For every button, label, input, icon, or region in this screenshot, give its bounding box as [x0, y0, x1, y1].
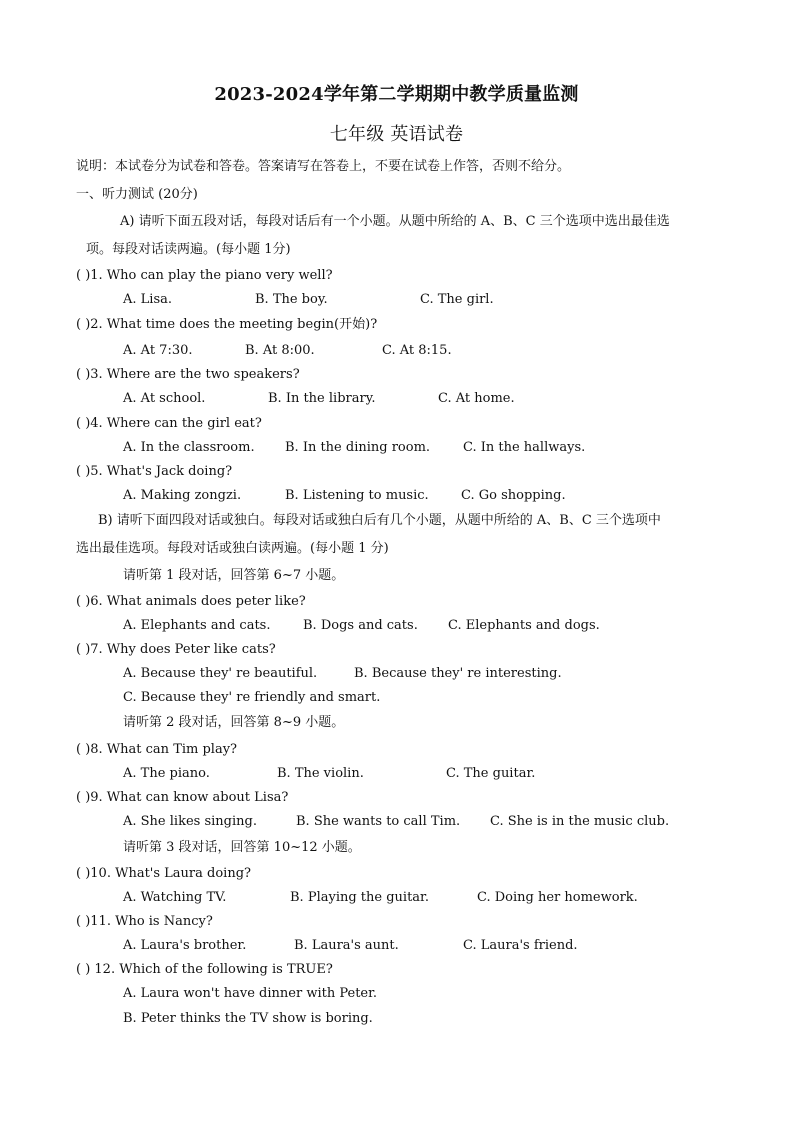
part-b-directions: B) 请听下面四段对话或独白。每段对话或独白后有几个小题，从题中所给的 A、B、C 三个选项中	[98, 513, 661, 528]
dialog-3-note: 请听第 3 段对话，回答第 10~12 小题。	[123, 840, 361, 855]
q9-option-b: B. She wants to call Tim.	[296, 814, 461, 829]
q10-option-b: B. Playing the guitar.	[290, 890, 429, 905]
q3-option-a: A. At school.	[123, 391, 206, 406]
question-10: ( )10. What's Laura doing?	[76, 866, 251, 881]
q8-option-c: C. The guitar.	[446, 766, 536, 781]
q11-option-c: C. Laura's friend.	[463, 938, 578, 953]
q5-option-a: A. Making zongzi.	[123, 488, 242, 503]
q1-option-b: B. The boy.	[255, 292, 328, 307]
q9-option-c: C. She is in the music club.	[490, 814, 670, 829]
part-a-directions-cont: 项。每段对话读两遍。(每小题 1分)	[86, 242, 291, 257]
q2-option-a: A. At 7:30.	[123, 343, 193, 358]
q12-option-a: A. Laura won't have dinner with Peter.	[123, 986, 378, 1001]
question-6: ( )6. What animals does peter like?	[76, 594, 306, 609]
q12-option-b: B. Peter thinks the TV show is boring.	[123, 1011, 373, 1026]
question-4: ( )4. Where can the girl eat?	[76, 416, 262, 431]
exam-subtitle: 七年级 英语试卷	[329, 124, 464, 145]
q11-option-a: A. Laura's brother.	[123, 938, 247, 953]
q10-option-a: A. Watching TV.	[123, 890, 227, 905]
q9-option-a: A. She likes singing.	[123, 814, 257, 829]
q4-option-b: B. In the dining room.	[285, 440, 431, 455]
question-2: ( )2. What time does the meeting begin(开始)?	[76, 317, 378, 332]
q6-option-a: A. Elephants and cats.	[123, 618, 271, 633]
q8-option-a: A. The piano.	[123, 766, 210, 781]
q8-option-b: B. The violin.	[277, 766, 364, 781]
question-8: ( )8. What can Tim play?	[76, 742, 238, 757]
question-7: ( )7. Why does Peter like cats?	[76, 642, 276, 657]
q7-option-c: C. Because they' re friendly and smart.	[123, 690, 381, 705]
q3-option-c: C. At home.	[438, 391, 515, 406]
q5-option-c: C. Go shopping.	[461, 488, 566, 503]
question-9: ( )9. What can know about Lisa?	[76, 790, 289, 805]
instructions: 说明：本试卷分为试卷和答卷。答案请写在答卷上，不要在试卷上作答，否则不给分。	[76, 159, 571, 174]
q10-option-c: C. Doing her homework.	[477, 890, 638, 905]
section-heading: 一、听力测试 (20分)	[76, 187, 198, 202]
q2-option-b: B. At 8:00.	[245, 343, 315, 358]
q11-option-b: B. Laura's aunt.	[294, 938, 399, 953]
q4-option-a: A. In the classroom.	[123, 440, 255, 455]
q4-option-c: C. In the hallways.	[463, 440, 586, 455]
exam-title: 2023-2024学年第二学期期中教学质量监测	[214, 84, 579, 105]
question-12: ( ) 12. Which of the following is TRUE?	[76, 962, 333, 977]
q1-option-a: A. Lisa.	[123, 292, 172, 307]
part-a-directions: A) 请听下面五段对话，每段对话后有一个小题。从题中所给的 A、B、C 三个选项中选出最佳选	[120, 214, 670, 229]
dialog-1-note: 请听第 1 段对话，回答第 6~7 小题。	[123, 568, 345, 583]
question-5: ( )5. What's Jack doing?	[76, 464, 233, 479]
q1-option-c: C. The girl.	[420, 292, 494, 307]
q6-option-c: C. Elephants and dogs.	[448, 618, 600, 633]
question-11: ( )11. Who is Nancy?	[76, 914, 213, 929]
q6-option-b: B. Dogs and cats.	[303, 618, 418, 633]
part-b-directions-cont: 选出最佳选项。每段对话或独白读两遍。(每小题 1 分)	[76, 541, 389, 556]
dialog-2-note: 请听第 2 段对话，回答第 8~9 小题。	[123, 715, 345, 730]
q2-option-c: C. At 8:15.	[382, 343, 452, 358]
q5-option-b: B. Listening to music.	[285, 488, 429, 503]
question-3: ( )3. Where are the two speakers?	[76, 367, 300, 382]
q3-option-b: B. In the library.	[268, 391, 376, 406]
question-1: ( )1. Who can play the piano very well?	[76, 268, 333, 283]
q7-option-b: B. Because they' re interesting.	[354, 666, 562, 681]
q7-option-a: A. Because they' re beautiful.	[123, 666, 318, 681]
